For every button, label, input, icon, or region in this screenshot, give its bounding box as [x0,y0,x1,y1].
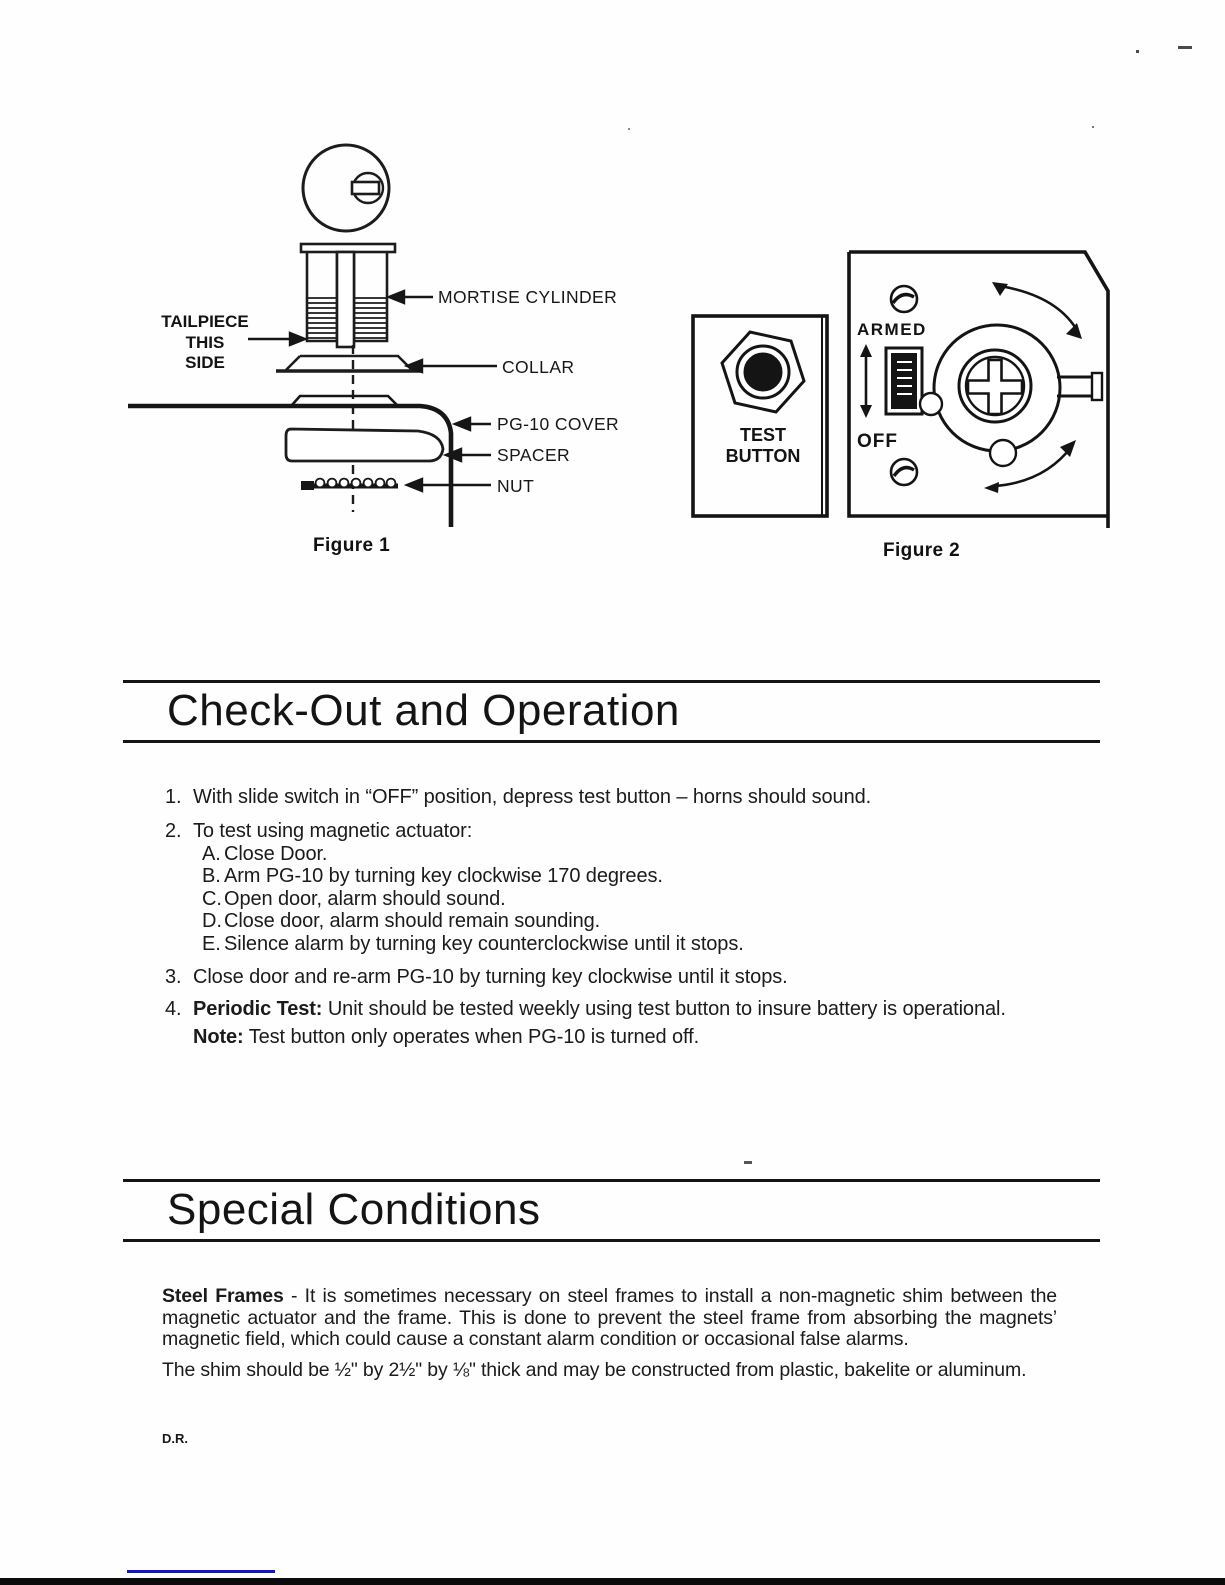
list-item [165,998,1055,1021]
checkout-instructions [165,786,1055,1049]
list-subitem [202,888,1055,910]
subitem-letter: C. [202,887,222,910]
list-subitem [202,843,1055,865]
spacer-drawing [286,429,443,461]
tailpiece-label [155,312,255,374]
figure1-caption: Figure 1 [313,535,391,556]
tailpiece-label-line1: TAILPIECE [161,312,249,331]
list-item [165,786,1055,809]
note-label: Note: [193,1026,244,1049]
figure2-diagram [670,240,1130,570]
item-number: 4. [165,998,182,1021]
scan-speck [1092,126,1094,128]
subitem-text: Silence alarm by turning key counterclockwise until it stops. [224,932,744,955]
list-subitem [202,910,1055,932]
list-subitem [202,865,1055,887]
tailpiece-label-line3: SIDE [185,353,225,372]
scan-speck [1178,46,1192,49]
subitem-text: Arm PG-10 by turning key clockwise 170 degrees. [224,865,663,888]
subitem-letter: B. [202,865,221,888]
special-title: Special Conditions [167,1185,541,1234]
note-text [193,1026,1055,1049]
item-number: 2. [165,820,182,842]
steel-frames-label: Steel Frames [162,1285,284,1307]
collar-drawing [276,356,421,371]
key-head-drawing [303,145,389,231]
shim-paragraph: The shim should be ½" by 2½" by ⅛" thick and may be constructed from plastic, bakelite or aluminum. [162,1358,1027,1381]
armed-label: ARMED [857,320,927,339]
list-item [165,966,1055,989]
tailpiece-label-line2: THIS [185,332,225,352]
key-rotor-drawing [920,325,1102,466]
scan-speck [1136,50,1139,53]
item-text: To test using magnetic actuator: [193,820,473,842]
scan-speck [744,1161,752,1164]
periodic-test-text: Unit should be tested weekly using test button to insure battery is operational. [322,998,1006,1021]
subitem-text: Close door, alarm should remain sounding. [224,910,601,933]
list-item [165,820,1055,843]
item-text: Close door and re-arm PG-10 by turning key clockwise until it stops. [193,966,788,989]
mortise-cylinder-drawing [301,244,395,347]
checkout-section-heading [123,680,1100,743]
author-initials: D.R. [162,1431,188,1446]
subitem-letter: E. [202,932,221,955]
item-text [193,998,1055,1021]
test-button-label [715,425,811,467]
scan-edge-bar [0,1578,1225,1585]
scan-speck [628,128,630,130]
note-body: Test button only operates when PG-10 is turned off. [243,1026,700,1049]
subitem-letter: A. [202,843,221,865]
checkout-substeps [202,843,1055,955]
test-button-label-line1: TEST [739,425,786,445]
special-section-heading [123,1179,1100,1242]
item-number: 1. [165,786,182,808]
test-panel-drawing [693,316,827,516]
subitem-text: Close Door. [224,843,328,865]
test-button-label-line2: BUTTON [725,446,801,466]
spacer-label: SPACER [497,445,571,465]
slide-switch-drawing [860,344,922,418]
note-line [165,1026,1055,1049]
checkout-title: Check-Out and Operation [167,686,680,735]
nut-drawing [301,479,398,490]
collar-label: COLLAR [502,357,575,377]
steel-frames-paragraph [162,1286,1057,1351]
footer-blue-line [127,1570,275,1573]
off-label: OFF [857,431,898,452]
special-conditions-text [162,1286,1057,1390]
periodic-test-label: Periodic Test: [193,998,323,1021]
item-number: 3. [165,966,182,989]
nut-label: NUT [497,476,535,496]
figure2-caption: Figure 2 [883,540,961,561]
subitem-text: Open door, alarm should sound. [224,887,506,910]
steel-frames-body: - It is sometimes necessary on steel frames to install a non-magnetic shim between the magnetic actuator and the frame. This is done to prevent the steel frame from absorbing the magnets’ magnetic field, which could cause a constant alarm condition or occasional false alarms. [162,1285,1057,1351]
item-text: With slide switch in “OFF” position, depress test button – horns should sound. [193,786,872,808]
pg10-cover-label: PG-10 COVER [497,414,620,434]
list-subitem [202,933,1055,955]
mortise-cylinder-label: MORTISE CYLINDER [438,287,618,307]
note-spacer [165,1026,193,1049]
subitem-letter: D. [202,910,222,933]
